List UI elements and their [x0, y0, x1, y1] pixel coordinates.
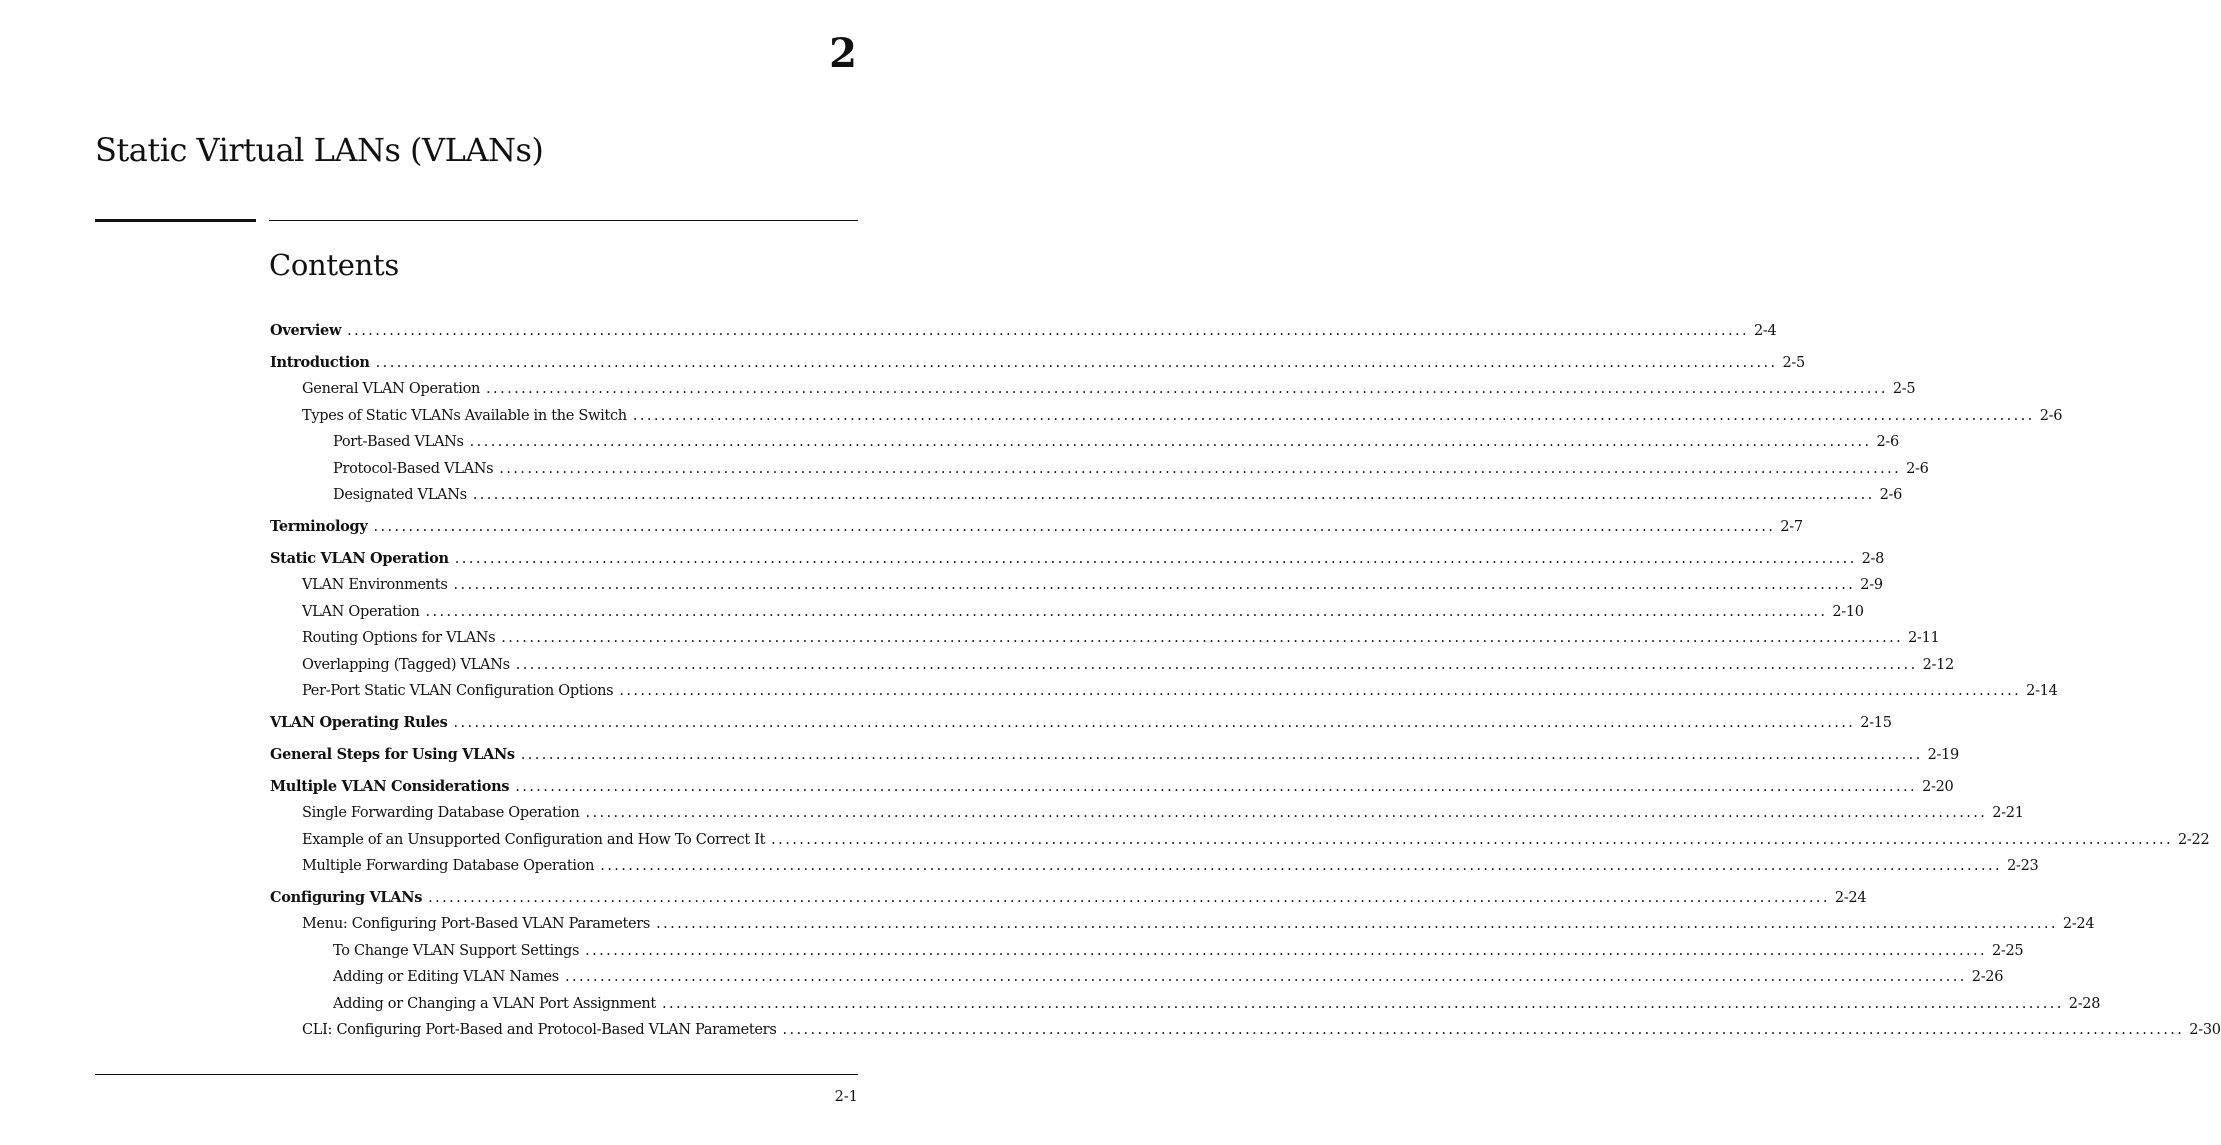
toc-leader-dots: ........................................................................................................................................................................................................	[499, 461, 1902, 477]
toc-entry-title: Multiple VLAN Considerations	[270, 778, 510, 795]
toc-entry-page: 2-21	[1992, 805, 2024, 821]
toc-entry[interactable]	[270, 318, 1777, 344]
footer-rule	[95, 1074, 858, 1075]
toc-entry[interactable]	[333, 991, 2101, 1017]
contents-heading: Contents	[269, 248, 399, 282]
toc-leader-dots: ........................................................................................................................................................................................................	[600, 858, 2003, 874]
toc-leader-dots: ........................................................................................................................................................................................................	[632, 408, 2035, 424]
header-rule-left	[95, 219, 256, 222]
toc-entry-page: 2-12	[1922, 657, 1954, 673]
toc-leader-dots: ........................................................................................................................................................................................................	[428, 890, 1830, 906]
toc-entry-page: 2-23	[2007, 858, 2039, 874]
toc-entry-page: 2-8	[1861, 551, 1885, 567]
toc-entry-title: Static VLAN Operation	[270, 550, 449, 567]
toc-entry[interactable]	[270, 774, 1954, 800]
toc-entry-page: 2-24	[1834, 890, 1867, 906]
toc-entry-title: Port-Based VLANs	[333, 434, 464, 450]
toc-entry-title: VLAN Operating Rules	[270, 714, 448, 731]
toc-entry[interactable]	[302, 625, 1940, 651]
toc-entry[interactable]	[302, 800, 2024, 826]
toc-leader-dots: ........................................................................................................................................................................................................	[515, 779, 1918, 795]
toc-entry-page: 2-7	[1780, 519, 1803, 535]
toc-entry-page: 2-25	[1991, 943, 2024, 959]
toc-entry[interactable]	[270, 710, 1892, 736]
toc-entry-page: 2-6	[2039, 408, 2063, 424]
toc-entry[interactable]	[302, 911, 2095, 937]
toc-entry-page: 2-10	[1832, 604, 1864, 620]
toc-entry-page: 2-28	[2068, 996, 2101, 1012]
toc-entry[interactable]	[270, 742, 1959, 768]
toc-entry-page: 2-15	[1860, 715, 1892, 731]
toc-leader-dots: ........................................................................................................................................................................................................	[373, 519, 1776, 535]
toc-entry-page: 2-9	[1860, 577, 1883, 593]
toc-entry-title: CLI: Configuring Port-Based and Protocol-Based VLAN Parameters	[302, 1022, 777, 1038]
toc-entry-page: 2-26	[1971, 969, 2004, 985]
toc-entry-page: 2-24	[2062, 916, 2095, 932]
toc-entry-title: Overview	[270, 322, 342, 339]
toc-leader-dots: ........................................................................................................................................................................................................	[375, 355, 1778, 371]
toc-entry-page: 2-4	[1754, 323, 1777, 339]
toc-entry-page: 2-22	[2178, 832, 2210, 848]
toc-leader-dots: ........................................................................................................................................................................................................	[454, 551, 1857, 567]
toc-entry-title: Adding or Editing VLAN Names	[333, 969, 559, 985]
toc-leader-dots: ........................................................................................................................................................................................................	[771, 832, 2173, 848]
toc-leader-dots: ........................................................................................................................................................................................................	[453, 577, 1856, 593]
toc-entry[interactable]	[302, 376, 1916, 402]
toc-entry-title: Types of Static VLANs Available in the Switch	[302, 408, 627, 424]
toc-entry-title: Multiple Forwarding Database Operation	[302, 858, 595, 874]
toc-entry-title: General VLAN Operation	[302, 381, 481, 397]
toc-leader-dots: ........................................................................................................................................................................................................	[486, 381, 1888, 397]
toc-entry[interactable]	[302, 827, 2210, 853]
toc-entry[interactable]	[302, 599, 1864, 625]
toc-entry-title: Menu: Configuring Port-Based VLAN Parameters	[302, 916, 651, 932]
toc-entry-page: 2-5	[1782, 355, 1805, 371]
toc-entry-title: Example of an Unsupported Configuration and How To Correct It	[302, 832, 766, 848]
toc-entry-title: Per-Port Static VLAN Configuration Options	[302, 683, 614, 699]
toc-leader-dots: ........................................................................................................................................................................................................	[515, 657, 1918, 673]
toc-entry[interactable]	[333, 964, 2004, 990]
toc-entry-page: 2-14	[2026, 683, 2058, 699]
header-rule-right	[269, 220, 858, 221]
toc-entry-title: Terminology	[270, 518, 368, 535]
toc-entry[interactable]	[302, 853, 2039, 879]
chapter-title: Static Virtual LANs (VLANs)	[95, 131, 544, 169]
toc-entry[interactable]	[270, 885, 1867, 911]
toc-entry-page: 2-19	[1927, 747, 1959, 763]
toc-entry-page: 2-6	[1876, 434, 1899, 450]
toc-leader-dots: ........................................................................................................................................................................................................	[469, 434, 1872, 450]
toc-entry[interactable]	[333, 456, 1929, 482]
toc-entry-title: Configuring VLANs	[270, 889, 423, 906]
toc-leader-dots: ........................................................................................................................................................................................................	[347, 323, 1749, 339]
toc-leader-dots: ........................................................................................................................................................................................................	[453, 715, 1856, 731]
toc-entry-title: VLAN Operation	[302, 604, 420, 620]
toc-leader-dots: ........................................................................................................................................................................................................	[472, 487, 1875, 503]
toc-entry-title: Protocol-Based VLANs	[333, 461, 494, 477]
toc-leader-dots: ........................................................................................................................................................................................................	[585, 943, 1987, 959]
toc-entry-page: 2-30	[2189, 1022, 2221, 1038]
toc-leader-dots: ........................................................................................................................................................................................................	[619, 683, 2022, 699]
toc-leader-dots: ........................................................................................................................................................................................................	[661, 996, 2064, 1012]
toc-entry[interactable]	[270, 514, 1803, 540]
toc-entry[interactable]	[302, 403, 2063, 429]
toc-entry-title: Designated VLANs	[333, 487, 467, 503]
toc-entry-page: 2-6	[1879, 487, 1903, 503]
toc-entry-title: VLAN Environments	[302, 577, 448, 593]
toc-entry[interactable]	[302, 572, 1883, 598]
page-number: 2-1	[834, 1089, 858, 1105]
toc-entry-title: Introduction	[270, 354, 370, 371]
toc-entry-page: 2-6	[1906, 461, 1929, 477]
toc-entry[interactable]	[270, 546, 1885, 572]
toc-entry-page: 2-5	[1892, 381, 1916, 397]
toc-leader-dots: ........................................................................................................................................................................................................	[520, 747, 1923, 763]
toc-entry[interactable]	[333, 429, 1899, 455]
toc-entry-title: General Steps for Using VLANs	[270, 746, 515, 763]
toc-leader-dots: ........................................................................................................................................................................................................	[782, 1022, 2185, 1038]
toc-entry-title: To Change VLAN Support Settings	[333, 943, 580, 959]
toc-entry-title: Routing Options for VLANs	[302, 630, 496, 646]
toc-leader-dots: ........................................................................................................................................................................................................	[585, 805, 1988, 821]
toc-entry[interactable]	[333, 938, 2024, 964]
toc-entry-title: Single Forwarding Database Operation	[302, 805, 580, 821]
chapter-number: 2	[829, 30, 857, 77]
toc-leader-dots: ........................................................................................................................................................................................................	[425, 604, 1828, 620]
toc-leader-dots: ........................................................................................................................................................................................................	[501, 630, 1904, 646]
toc-entry-title: Overlapping (Tagged) VLANs	[302, 657, 510, 673]
toc-entry[interactable]	[333, 482, 1903, 508]
toc-entry[interactable]	[302, 1017, 2221, 1043]
toc-entry-title: Adding or Changing a VLAN Port Assignment	[333, 996, 656, 1012]
toc-entry[interactable]	[302, 652, 1954, 678]
toc-leader-dots: ........................................................................................................................................................................................................	[564, 969, 1967, 985]
toc-entry[interactable]	[302, 678, 2058, 704]
toc-entry-page: 2-20	[1922, 779, 1954, 795]
toc-leader-dots: ........................................................................................................................................................................................................	[656, 916, 2058, 932]
toc-entry-page: 2-11	[1908, 630, 1940, 646]
toc-entry[interactable]	[270, 350, 1805, 376]
